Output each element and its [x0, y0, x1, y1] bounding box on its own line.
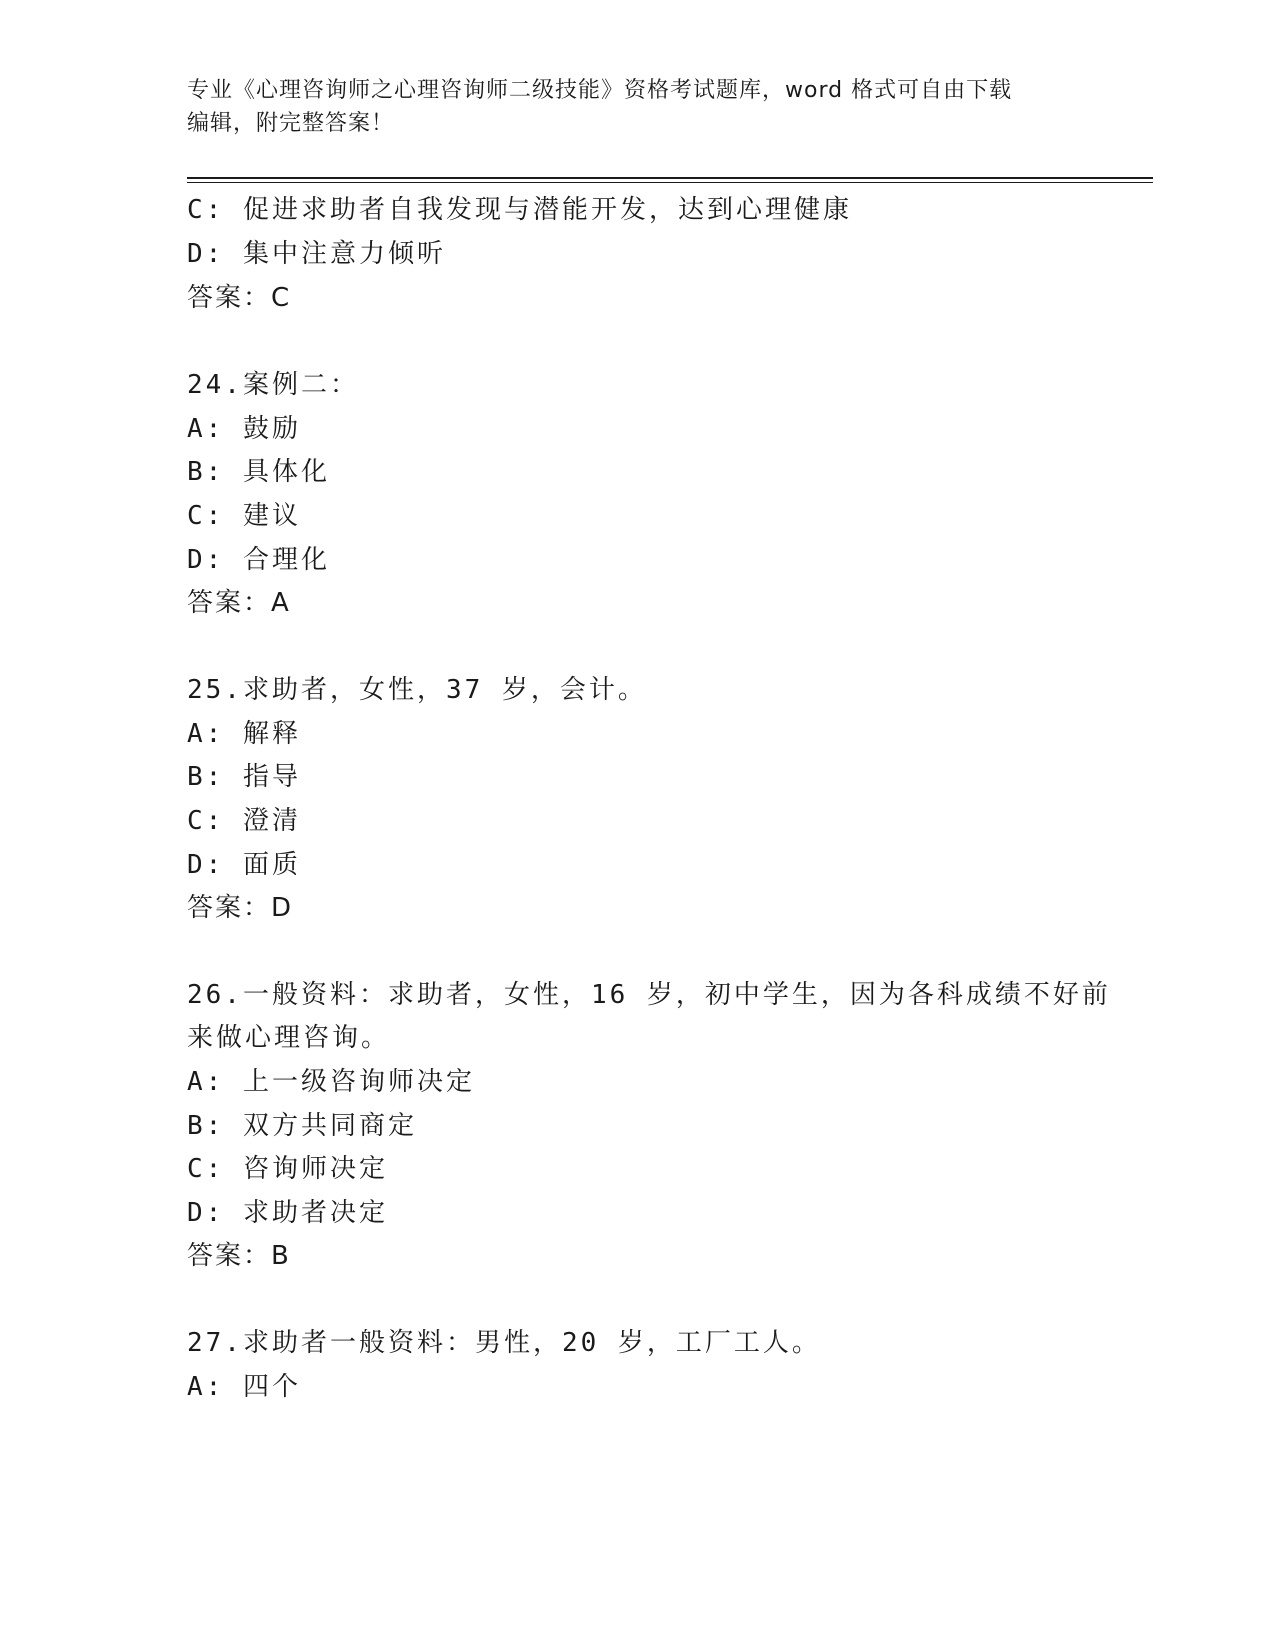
question-24-option-a: A: 鼓励: [187, 414, 301, 444]
question-25-option-b: B: 指导: [187, 762, 301, 792]
question-25-answer: 答案：D: [187, 893, 294, 923]
header-line-1: 专业《心理咨询师之心理咨询师二级技能》资格考试题库，word 格式可自由下载: [187, 78, 1013, 103]
question-24-stem: 24.案例二：: [187, 370, 359, 400]
question-26-option-c: C: 咨询师决定: [187, 1154, 388, 1184]
question-24-option-b: B: 具体化: [187, 457, 330, 487]
partial-question-option-c: C: 促进求助者自我发现与潜能开发，达到心理健康: [187, 195, 852, 225]
question-26-answer: 答案：B: [187, 1241, 291, 1271]
question-25-option-c: C: 澄清: [187, 806, 301, 836]
question-26-option-a: A: 上一级咨询师决定: [187, 1067, 475, 1097]
question-24-answer: 答案：A: [187, 588, 291, 618]
question-26-option-d: D: 求助者决定: [187, 1198, 388, 1228]
partial-question-option-d: D: 集中注意力倾听: [187, 239, 446, 269]
question-24-option-d: D: 合理化: [187, 545, 330, 575]
question-25-stem: 25.求助者，女性，37 岁，会计。: [187, 675, 647, 705]
header-divider-thick: [187, 177, 1153, 179]
question-26-stem-line-1: 26.一般资料：求助者，女性，16 岁，初中学生，因为各科成绩不好前: [187, 980, 1111, 1010]
question-26-stem-line-2: 来做心理咨询。: [187, 1023, 391, 1053]
question-27-option-a: A: 四个: [187, 1372, 301, 1402]
header-divider-thin: [187, 182, 1153, 183]
question-25-option-a: A: 解释: [187, 719, 301, 749]
question-25-option-d: D: 面质: [187, 850, 301, 880]
question-26-option-b: B: 双方共同商定: [187, 1111, 417, 1141]
question-27-stem: 27.求助者一般资料：男性，20 岁，工厂工人。: [187, 1328, 821, 1358]
header-line-2: 编辑，附完整答案！: [187, 111, 395, 136]
partial-question-answer: 答案：C: [187, 283, 292, 313]
question-24-option-c: C: 建议: [187, 501, 301, 531]
page-header: [187, 74, 1087, 140]
